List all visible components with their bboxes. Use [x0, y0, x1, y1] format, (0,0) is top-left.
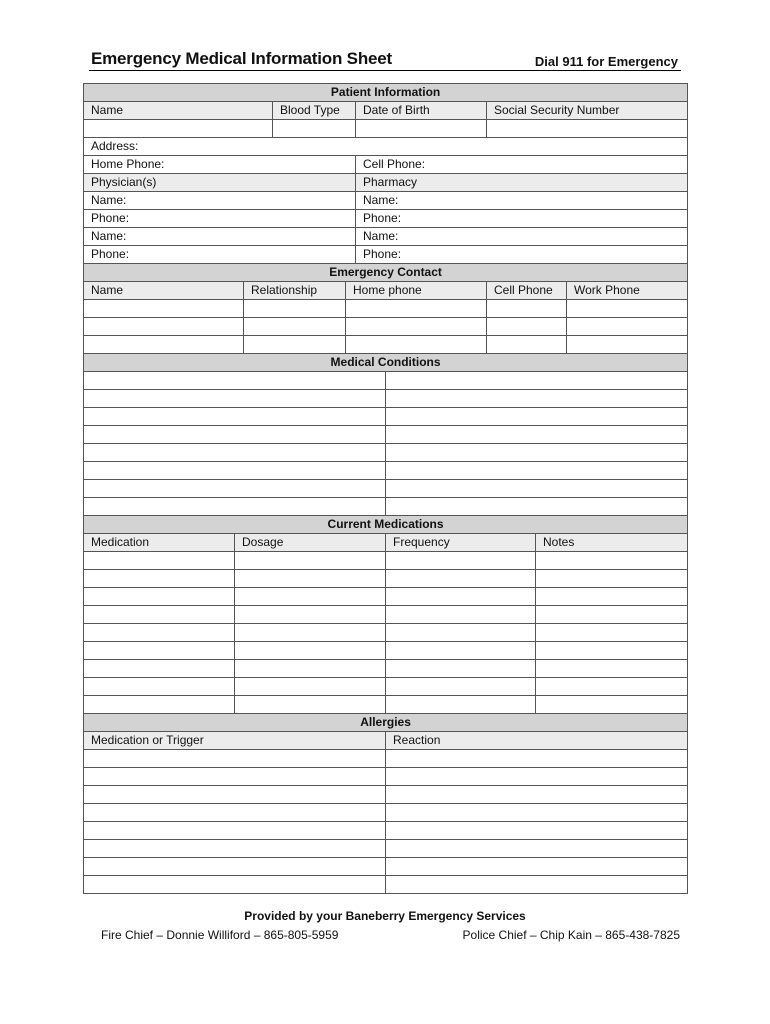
medication-cell[interactable]: [536, 552, 688, 570]
condition-cell[interactable]: [386, 426, 688, 444]
col-emergency-2: Home phone: [346, 282, 487, 300]
medication-cell[interactable]: [536, 696, 688, 714]
col-allergy-trigger: Medication or Trigger: [84, 732, 386, 750]
address-row: [84, 138, 688, 156]
col-medication-1: Dosage: [235, 534, 386, 552]
col-blood-type: Blood Type: [273, 102, 356, 120]
medication-cell[interactable]: [84, 552, 235, 570]
dial-911-note: Dial 911 for Emergency: [534, 54, 678, 69]
medication-row: [84, 606, 688, 624]
allergy-cell[interactable]: [84, 840, 386, 858]
allergy-cell[interactable]: [84, 804, 386, 822]
medication-cell[interactable]: [235, 660, 386, 678]
emergency-contact-cell[interactable]: [346, 318, 487, 336]
allergy-cell[interactable]: [84, 750, 386, 768]
condition-cell[interactable]: [84, 480, 386, 498]
condition-cell[interactable]: [84, 462, 386, 480]
physician-row: [84, 192, 688, 210]
emergency-contact-cell[interactable]: [487, 336, 567, 354]
col-date-of-birth: Date of Birth: [356, 102, 487, 120]
medication-header-row: [84, 534, 688, 552]
col-emergency-1: Relationship: [244, 282, 346, 300]
allergy-cell[interactable]: [386, 858, 688, 876]
medication-row: [84, 696, 688, 714]
cell-phone-field[interactable]: Cell Phone:: [356, 156, 688, 174]
allergy-row: [84, 858, 688, 876]
allergy-cell[interactable]: [386, 768, 688, 786]
emergency-contact-cell[interactable]: [346, 336, 487, 354]
phone-row: [84, 156, 688, 174]
section-medical-conditions: Medical Conditions: [84, 354, 688, 372]
medication-row: [84, 660, 688, 678]
medication-cell[interactable]: [84, 570, 235, 588]
condition-row: [84, 390, 688, 408]
emergency-contact-cell[interactable]: [567, 318, 688, 336]
condition-row: [84, 480, 688, 498]
condition-row: [84, 462, 688, 480]
allergy-cell[interactable]: [84, 786, 386, 804]
medication-cell[interactable]: [235, 552, 386, 570]
pharmacy-phone-field[interactable]: Phone:: [356, 246, 688, 264]
condition-row: [84, 372, 688, 390]
patient-header-row: [84, 102, 688, 120]
physician-header-row: [84, 174, 688, 192]
col-name: Name: [84, 102, 273, 120]
allergy-cell[interactable]: [386, 840, 688, 858]
pharmacy-name-field[interactable]: Name:: [356, 228, 688, 246]
condition-cell[interactable]: [386, 390, 688, 408]
col-emergency-0: Name: [84, 282, 244, 300]
allergy-cell[interactable]: [386, 804, 688, 822]
emergency-contact-cell[interactable]: [84, 318, 244, 336]
emergency-contact-cell[interactable]: [487, 300, 567, 318]
emergency-contact-cell[interactable]: [487, 318, 567, 336]
emergency-contact-cell[interactable]: [84, 300, 244, 318]
medication-cell[interactable]: [386, 624, 536, 642]
physician-row: [84, 246, 688, 264]
medication-cell[interactable]: [386, 606, 536, 624]
allergy-cell[interactable]: [386, 822, 688, 840]
police-chief-contact: Police Chief – Chip Kain – 865-438-7825: [462, 928, 680, 942]
medication-cell[interactable]: [386, 588, 536, 606]
col-emergency-3: Cell Phone: [487, 282, 567, 300]
emergency-contact-cell[interactable]: [244, 336, 346, 354]
medication-row: [84, 678, 688, 696]
medication-cell[interactable]: [235, 642, 386, 660]
pharmacy-name-field[interactable]: Name:: [356, 192, 688, 210]
name-field[interactable]: [84, 120, 273, 138]
physician-row: [84, 228, 688, 246]
medication-row: [84, 624, 688, 642]
condition-cell[interactable]: [386, 480, 688, 498]
condition-cell[interactable]: [84, 408, 386, 426]
section-current-medications: Current Medications: [84, 516, 688, 534]
physician-phone-field[interactable]: Phone:: [84, 246, 356, 264]
emergency-contact-row: [84, 318, 688, 336]
fire-chief-contact: Fire Chief – Donnie Williford – 865-805-5959: [101, 928, 339, 942]
section-row: [84, 264, 688, 282]
col-emergency-4: Work Phone: [567, 282, 688, 300]
medication-cell[interactable]: [386, 642, 536, 660]
medication-cell[interactable]: [386, 552, 536, 570]
allergy-row: [84, 750, 688, 768]
medication-cell[interactable]: [235, 588, 386, 606]
medication-cell[interactable]: [536, 642, 688, 660]
physicians-label: Physician(s): [84, 174, 356, 192]
dob-field[interactable]: [356, 120, 487, 138]
physician-name-field[interactable]: Name:: [84, 192, 356, 210]
allergy-cell[interactable]: [84, 858, 386, 876]
col-allergy-reaction: Reaction: [386, 732, 688, 750]
allergy-cell[interactable]: [84, 876, 386, 894]
medication-cell[interactable]: [84, 696, 235, 714]
medication-row: [84, 588, 688, 606]
section-emergency-contact: Emergency Contact: [84, 264, 688, 282]
section-row: [84, 84, 688, 102]
condition-cell[interactable]: [84, 390, 386, 408]
condition-cell[interactable]: [386, 462, 688, 480]
medication-cell[interactable]: [536, 606, 688, 624]
emergency-contact-cell[interactable]: [84, 336, 244, 354]
emergency-contact-row: [84, 300, 688, 318]
medication-cell[interactable]: [536, 660, 688, 678]
allergy-row: [84, 876, 688, 894]
medication-cell[interactable]: [536, 678, 688, 696]
pharmacy-label: Pharmacy: [356, 174, 688, 192]
allergy-row: [84, 822, 688, 840]
medication-cell[interactable]: [84, 588, 235, 606]
medication-cell[interactable]: [84, 678, 235, 696]
condition-row: [84, 444, 688, 462]
medication-cell[interactable]: [235, 624, 386, 642]
medication-cell[interactable]: [84, 660, 235, 678]
emergency-contact-cell[interactable]: [567, 300, 688, 318]
allergy-row: [84, 768, 688, 786]
condition-cell[interactable]: [84, 498, 386, 516]
medication-cell[interactable]: [84, 606, 235, 624]
condition-cell[interactable]: [386, 444, 688, 462]
medication-cell[interactable]: [235, 678, 386, 696]
blood-type-field[interactable]: [273, 120, 356, 138]
physician-row: [84, 210, 688, 228]
allergy-cell[interactable]: [386, 786, 688, 804]
allergy-cell[interactable]: [386, 750, 688, 768]
section-row: [84, 714, 688, 732]
col-ssn: Social Security Number: [487, 102, 688, 120]
medication-cell[interactable]: [386, 570, 536, 588]
emergency-header-row: [84, 282, 688, 300]
medication-cell[interactable]: [386, 696, 536, 714]
medication-cell[interactable]: [386, 678, 536, 696]
section-patient-information: Patient Information: [84, 84, 688, 102]
medication-cell[interactable]: [235, 696, 386, 714]
condition-cell[interactable]: [84, 372, 386, 390]
emergency-contact-cell[interactable]: [244, 300, 346, 318]
allergy-row: [84, 804, 688, 822]
address-field[interactable]: Address:: [84, 138, 688, 156]
home-phone-field[interactable]: Home Phone:: [84, 156, 356, 174]
condition-row: [84, 408, 688, 426]
allergy-row: [84, 786, 688, 804]
ssn-field[interactable]: [487, 120, 688, 138]
col-medication-3: Notes: [536, 534, 688, 552]
emergency-contact-cell[interactable]: [567, 336, 688, 354]
col-medication-0: Medication: [84, 534, 235, 552]
medication-cell[interactable]: [386, 660, 536, 678]
section-row: [84, 354, 688, 372]
condition-cell[interactable]: [84, 444, 386, 462]
medication-cell[interactable]: [536, 570, 688, 588]
medication-cell[interactable]: [536, 588, 688, 606]
medication-cell[interactable]: [84, 642, 235, 660]
medical-form-table: [83, 83, 688, 894]
title-underline: [89, 70, 681, 71]
col-medication-2: Frequency: [386, 534, 536, 552]
medication-row: [84, 642, 688, 660]
medication-cell[interactable]: [536, 624, 688, 642]
page-title: Emergency Medical Information Sheet: [91, 49, 392, 68]
allergy-row: [84, 840, 688, 858]
medication-cell[interactable]: [84, 624, 235, 642]
medication-cell[interactable]: [235, 606, 386, 624]
condition-cell[interactable]: [386, 408, 688, 426]
allergy-header-row: [84, 732, 688, 750]
emergency-contact-row: [84, 336, 688, 354]
physician-name-field[interactable]: Name:: [84, 228, 356, 246]
emergency-contact-cell[interactable]: [346, 300, 487, 318]
emergency-contact-cell[interactable]: [244, 318, 346, 336]
allergy-cell[interactable]: [386, 876, 688, 894]
allergy-cell[interactable]: [84, 822, 386, 840]
section-allergies: Allergies: [84, 714, 688, 732]
condition-cell[interactable]: [386, 498, 688, 516]
provided-by: Provided by your Baneberry Emergency Services: [244, 909, 526, 923]
medication-row: [84, 570, 688, 588]
medication-row: [84, 552, 688, 570]
condition-row: [84, 498, 688, 516]
allergy-cell[interactable]: [84, 768, 386, 786]
medication-cell[interactable]: [235, 570, 386, 588]
physician-phone-field[interactable]: Phone:: [84, 210, 356, 228]
pharmacy-phone-field[interactable]: Phone:: [356, 210, 688, 228]
condition-cell[interactable]: [84, 426, 386, 444]
condition-row: [84, 426, 688, 444]
condition-cell[interactable]: [386, 372, 688, 390]
patient-entry-row: [84, 120, 688, 138]
section-row: [84, 516, 688, 534]
